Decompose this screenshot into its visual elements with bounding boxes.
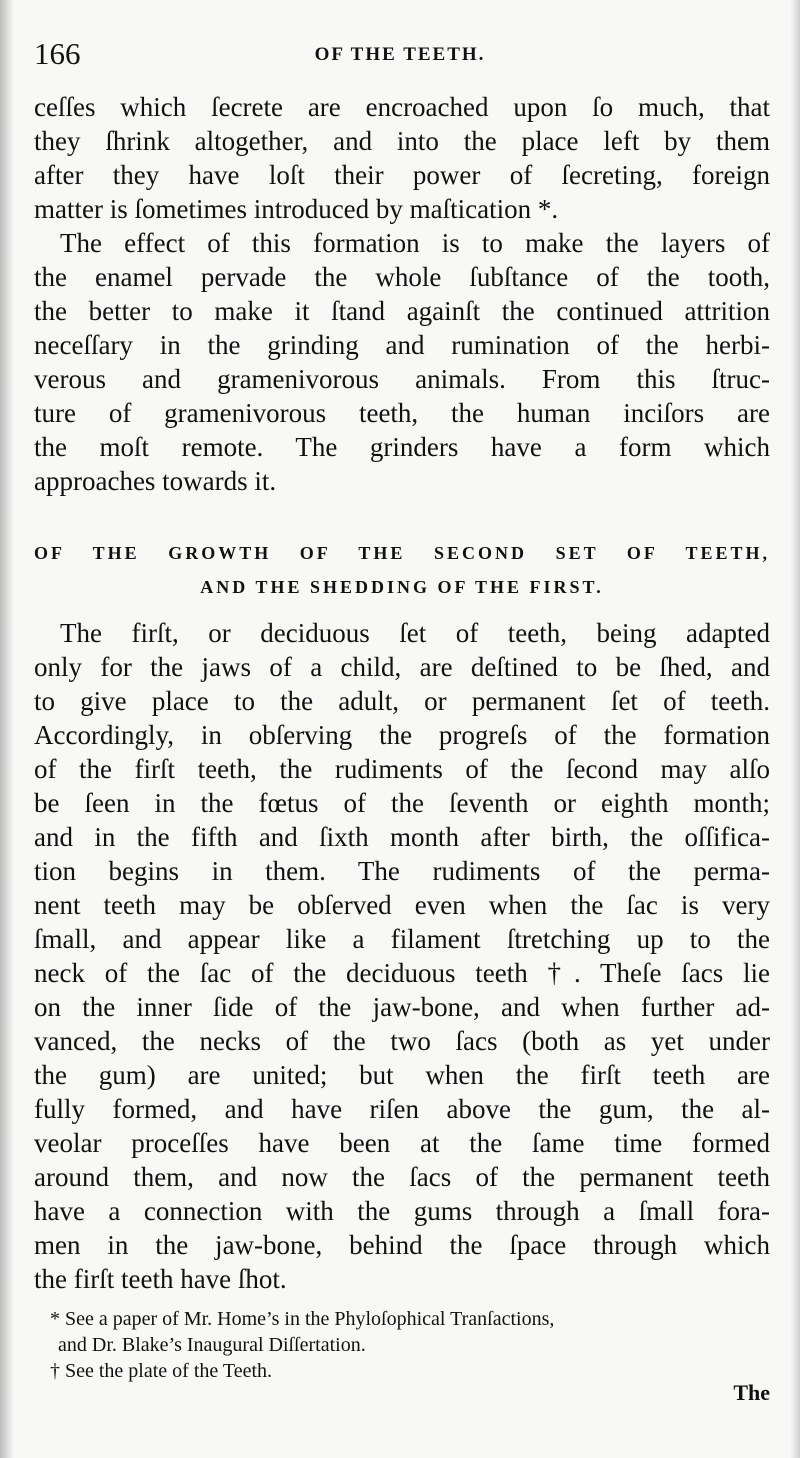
text-line: only for the jaws of a child, are deſtined to be ſhed, and (34, 652, 770, 682)
text-line: of the firſt teeth, the rudiments of the ſecond may alſo (34, 754, 770, 784)
text-line: be ſeen in the fœtus of the ſeventh or eighth month; (34, 788, 770, 818)
text-line: The firſt, or deciduous ſet of teeth, being adapted (60, 618, 770, 648)
text-line: ture of gramenivorous teeth, the human inciſors are (34, 398, 770, 428)
text-line: approaches towards it. (34, 466, 277, 496)
text-line: to give place to the adult, or permanent ſet of teeth. (34, 686, 770, 716)
paragraph-3 (34, 616, 770, 1296)
text-line: verous and gramenivorous animals. From this ſtruc- (34, 364, 770, 394)
text-line: matter is ſometimes introduced by maſtication *. (34, 194, 559, 224)
text-line: vanced, the necks of the two ſacs (both as yet under (34, 1026, 770, 1056)
text-line: around them, and now the ſacs of the permanent teeth (34, 1162, 770, 1192)
text-line: fully formed, and have riſen above the gum, the al- (34, 1094, 770, 1124)
text-line: the better to make it ſtand againſt the continued attrition (34, 296, 770, 326)
page-number: 166 (34, 36, 81, 71)
catchword: The (733, 1380, 770, 1405)
section-heading (34, 536, 770, 604)
footnote-line: and Dr. Blake’s Inaugural Diſſertation. (58, 1334, 366, 1356)
paragraph-2 (34, 226, 770, 498)
paragraph-1 (34, 90, 770, 226)
running-head: OF THE TEETH. (314, 44, 486, 65)
heading-line: AND THE SHEDDING OF THE FIRST. (200, 577, 604, 597)
footnote-line: * See a paper of Mr. Home’s in the Phyloſophical Tranſactions, (50, 1308, 555, 1330)
text-line: the firſt teeth have ſhot. (34, 1264, 287, 1294)
text-line: nent teeth may be obſerved even when the ſac is very (34, 890, 770, 920)
text-line: men in the jaw-bone, behind the ſpace through which (34, 1230, 770, 1260)
text-line: the gum) are united; but when the firſt teeth are (34, 1060, 770, 1090)
text-line: neck of the ſac of the deciduous teeth †. Theſe ſacs lie (34, 958, 770, 988)
heading-line: OF THE GROWTH OF THE SECOND SET OF TEETH, (34, 543, 770, 563)
text-line: the enamel pervade the whole ſubſtance of the tooth, (34, 262, 770, 292)
page-header (34, 36, 766, 76)
text-line: The effect of this formation is to make the layers of (60, 228, 770, 258)
text-line: after they have loſt their power of ſecreting, foreign (34, 160, 770, 190)
text-line: ceſſes which ſecrete are encroached upon ſo much, that (34, 92, 770, 122)
text-line: neceſſary in the grinding and rumination of the herbi- (34, 330, 770, 360)
text-line: the moſt remote. The grinders have a form which (34, 432, 770, 462)
text-line: tion begins in them. The rudiments of the perma- (34, 856, 770, 886)
text-line: they ſhrink altogether, and into the place left by them (34, 126, 770, 156)
text-line: ſmall, and appear like a filament ſtretching up to the (34, 924, 770, 954)
text-line: on the inner ſide of the jaw-bone, and when further ad- (34, 992, 770, 1022)
text-line: have a connection with the gums through a ſmall fora- (34, 1196, 770, 1226)
text-line: and in the fifth and ſixth month after birth, the oſſifica- (34, 822, 770, 852)
footnotes (50, 1306, 770, 1384)
footnote-line: † See the plate of the Teeth. (50, 1360, 273, 1382)
text-line: veolar proceſſes have been at the ſame time formed (34, 1128, 770, 1158)
text-line: Accordingly, in obſerving the progreſs of the formation (34, 720, 770, 750)
